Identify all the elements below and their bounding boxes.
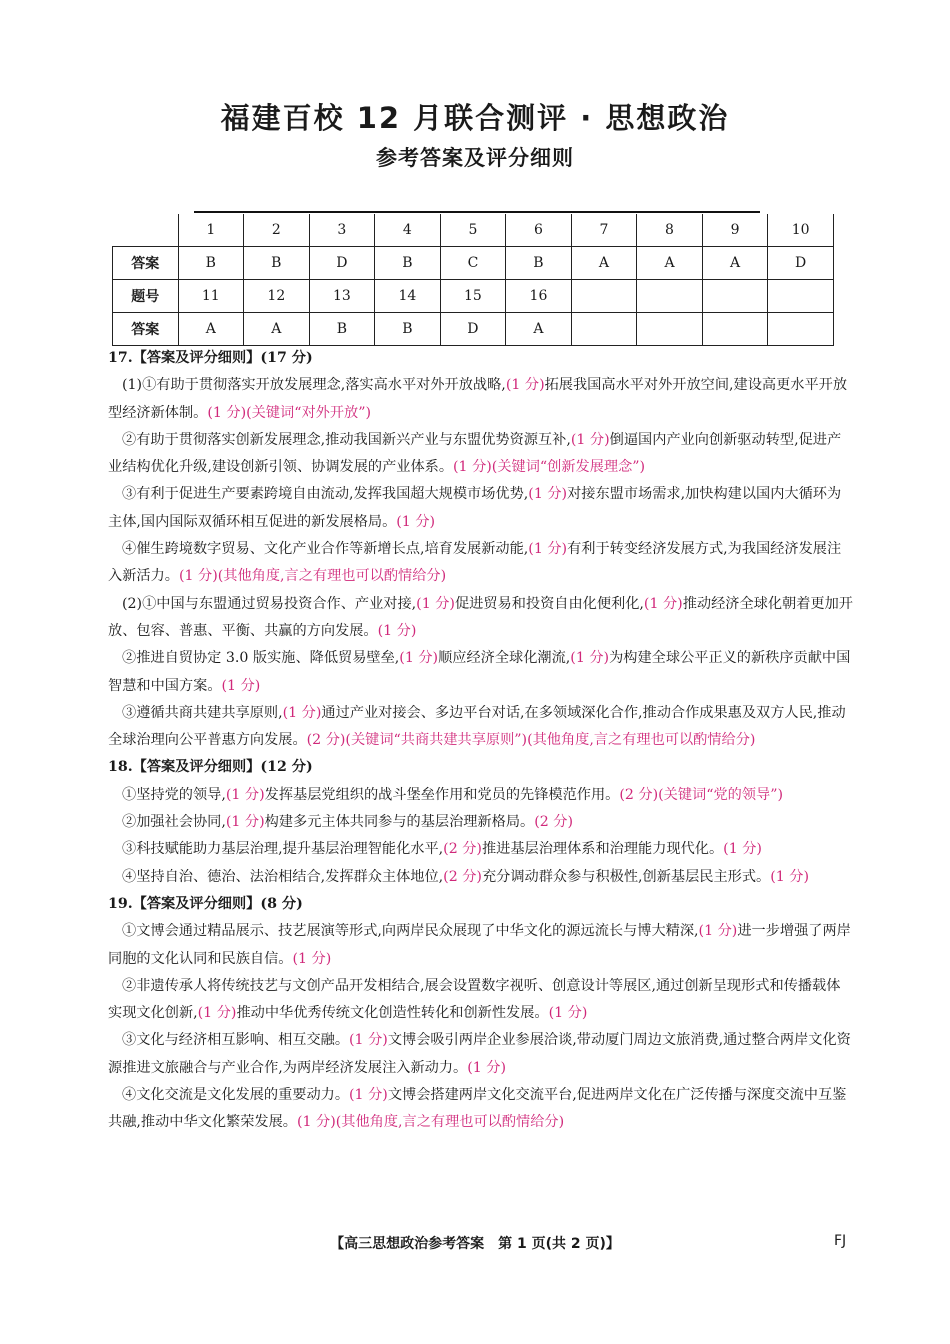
table-cell: D	[440, 313, 506, 346]
table-cell: A	[244, 313, 310, 346]
table-cell	[702, 280, 768, 313]
table-cell	[768, 313, 834, 346]
table-cell: B	[178, 247, 244, 280]
table-cell	[768, 280, 834, 313]
q17-point-7: ③遵循共商共建共享原则,(1 分)通过产业对接会、多边平台对话,在多领域深化合作,推动合作成果惠及双方人民,推动全球治理向公平普惠方向发展。(2 分)(关键词“共商共建共享原则”)(其他角度,言之有理也可以酌情给分)	[108, 704, 846, 749]
table-cell: 9	[702, 214, 768, 247]
table-cell: D	[309, 247, 375, 280]
table-cell	[637, 313, 703, 346]
table-cell: C	[440, 247, 506, 280]
q19-point-2: ②非遗传承人将传统技艺与文创产品开发相结合,展会设置数字视听、创意设计等展区,通过创新呈现形式和传播载体实现文化创新,(1 分)推动中华优秀传统文化创造性转化和创新性发展。(1 分)	[108, 977, 841, 1022]
q18-point-4: ④坚持自治、德治、法治相结合,发挥群众主体地位,(2 分)充分调动群众参与积极性,创新基层民主形式。(1 分)	[122, 868, 810, 885]
row-label: 答案	[113, 313, 179, 346]
answer-content	[108, 345, 854, 1137]
table-cell: 10	[768, 214, 834, 247]
table-cell: 14	[375, 280, 441, 313]
table-cell: 16	[506, 280, 572, 313]
q17-point-1: (1)①有助于贯彻落实开放发展理念,落实高水平对外开放战略,(1 分)拓展我国高水平对外开放空间,建设高更水平开放型经济新体制。(1 分)(关键词“对外开放”)	[108, 377, 848, 421]
table-cell: A	[702, 247, 768, 280]
table-cell: A	[571, 247, 637, 280]
table-cell: A	[637, 247, 703, 280]
question-17-heading: 17.【答案及评分细则】(17 分)	[108, 350, 313, 366]
q19-point-3: ③文化与经济相互影响、相互交融。(1 分)文博会吸引两岸企业参展洽谈,带动厦门周边文旅消费,通过整合两岸文化资源推进文旅融合与产业合作,为两岸经济发展注入新动力。(1 分)	[108, 1032, 851, 1076]
table-cell: B	[375, 313, 441, 346]
table-cell: 8	[637, 214, 703, 247]
table-row	[113, 313, 834, 346]
question-18-heading: 18.【答案及评分细则】(12 分)	[108, 759, 313, 776]
page-subtitle: 参考答案及评分细则	[376, 146, 574, 170]
table-cell	[571, 313, 637, 346]
table-cell: A	[506, 313, 572, 346]
table-cell: 2	[244, 214, 310, 247]
q19-point-4: ④文化交流是文化发展的重要动力。(1 分)文博会搭建两岸文化交流平台,促进两岸文化在广泛传播与深度交流中互鉴共融,推动中华文化繁荣发展。(1 分)(其他角度,言之有理也可以酌情给分)	[108, 1087, 847, 1131]
table-cell: 15	[440, 280, 506, 313]
table-cell: D	[768, 247, 834, 280]
page-footer: 【高三思想政治参考答案 第 1 页(共 2 页)】	[330, 1236, 620, 1252]
table-cell: 4	[375, 214, 441, 247]
table-cell	[702, 313, 768, 346]
table-corner	[113, 214, 179, 247]
table-cell: A	[178, 313, 244, 346]
q17-point-5: (2)①中国与东盟通过贸易投资合作、产业对接,(1 分)促进贸易和投资自由化便利化,(1 分)推动经济全球化朝着更加开放、包容、普惠、平衡、共赢的方向发展。(1 分)	[108, 595, 853, 639]
page-title: 福建百校 12 月联合测评 · 思想政治	[220, 101, 730, 135]
table-top-rule	[194, 211, 760, 213]
table-row	[113, 214, 834, 247]
table-cell: B	[244, 247, 310, 280]
table-cell: 6	[506, 214, 572, 247]
table-cell	[571, 280, 637, 313]
question-19-heading: 19.【答案及评分细则】(8 分)	[108, 895, 303, 912]
table-cell: B	[375, 247, 441, 280]
table-cell: 12	[244, 280, 310, 313]
table-row	[113, 247, 834, 280]
q19-point-1: ①文博会通过精品展示、技艺展演等形式,向两岸民众展现了中华文化的源远流长与博大精深,(1 分)进一步增强了两岸同胞的文化认同和民族自信。(1 分)	[108, 923, 851, 967]
table-cell: 1	[178, 214, 244, 247]
table-cell: 11	[178, 280, 244, 313]
answer-table	[112, 214, 834, 346]
row-label: 答案	[113, 247, 179, 280]
table-cell	[637, 280, 703, 313]
row-label: 题号	[113, 280, 179, 313]
table-cell: 13	[309, 280, 375, 313]
table-cell: 7	[571, 214, 637, 247]
table-row	[113, 280, 834, 313]
q18-point-2: ②加强社会协同,(1 分)构建多元主体共同参与的基层治理新格局。(2 分)	[122, 814, 573, 831]
q18-point-3: ③科技赋能助力基层治理,提升基层治理智能化水平,(2 分)推进基层治理体系和治理能力现代化。(1 分)	[122, 841, 762, 858]
table-cell: B	[309, 313, 375, 346]
q17-point-4: ④催生跨境数字贸易、文化产业合作等新增长点,培育发展新动能,(1 分)有利于转变经济发展方式,为我国经济发展注入新活力。(1 分)(其他角度,言之有理也可以酌情给分)	[108, 541, 842, 585]
table-cell: 3	[309, 214, 375, 247]
q17-point-3: ③有利于促进生产要素跨境自由流动,发挥我国超大规模市场优势,(1 分)对接东盟市场需求,加快构建以国内大循环为主体,国内国际双循环相互促进的新发展格局。(1 分)	[108, 486, 842, 530]
table-cell: 5	[440, 214, 506, 247]
q17-point-2: ②有助于贯彻落实创新发展理念,推动我国新兴产业与东盟优势资源互补,(1 分)倒逼国内产业向创新驱动转型,促进产业结构优化升级,建设创新引领、协调发展的产业体系。(1 分)(关键词“创新发展理念”)	[108, 431, 842, 476]
q17-point-6: ②推进自贸协定 3.0 版实施、降低贸易壁垒,(1 分)顺应经济全球化潮流,(1 分)为构建全球公平正义的新秩序贡献中国智慧和中国方案。(1 分)	[108, 650, 851, 694]
q18-point-1: ①坚持党的领导,(1 分)发挥基层党组织的战斗堡垒作用和党员的先锋模范作用。(2 分)(关键词“党的领导”)	[122, 786, 784, 803]
table-cell: B	[506, 247, 572, 280]
region-code: FJ	[834, 1233, 847, 1249]
